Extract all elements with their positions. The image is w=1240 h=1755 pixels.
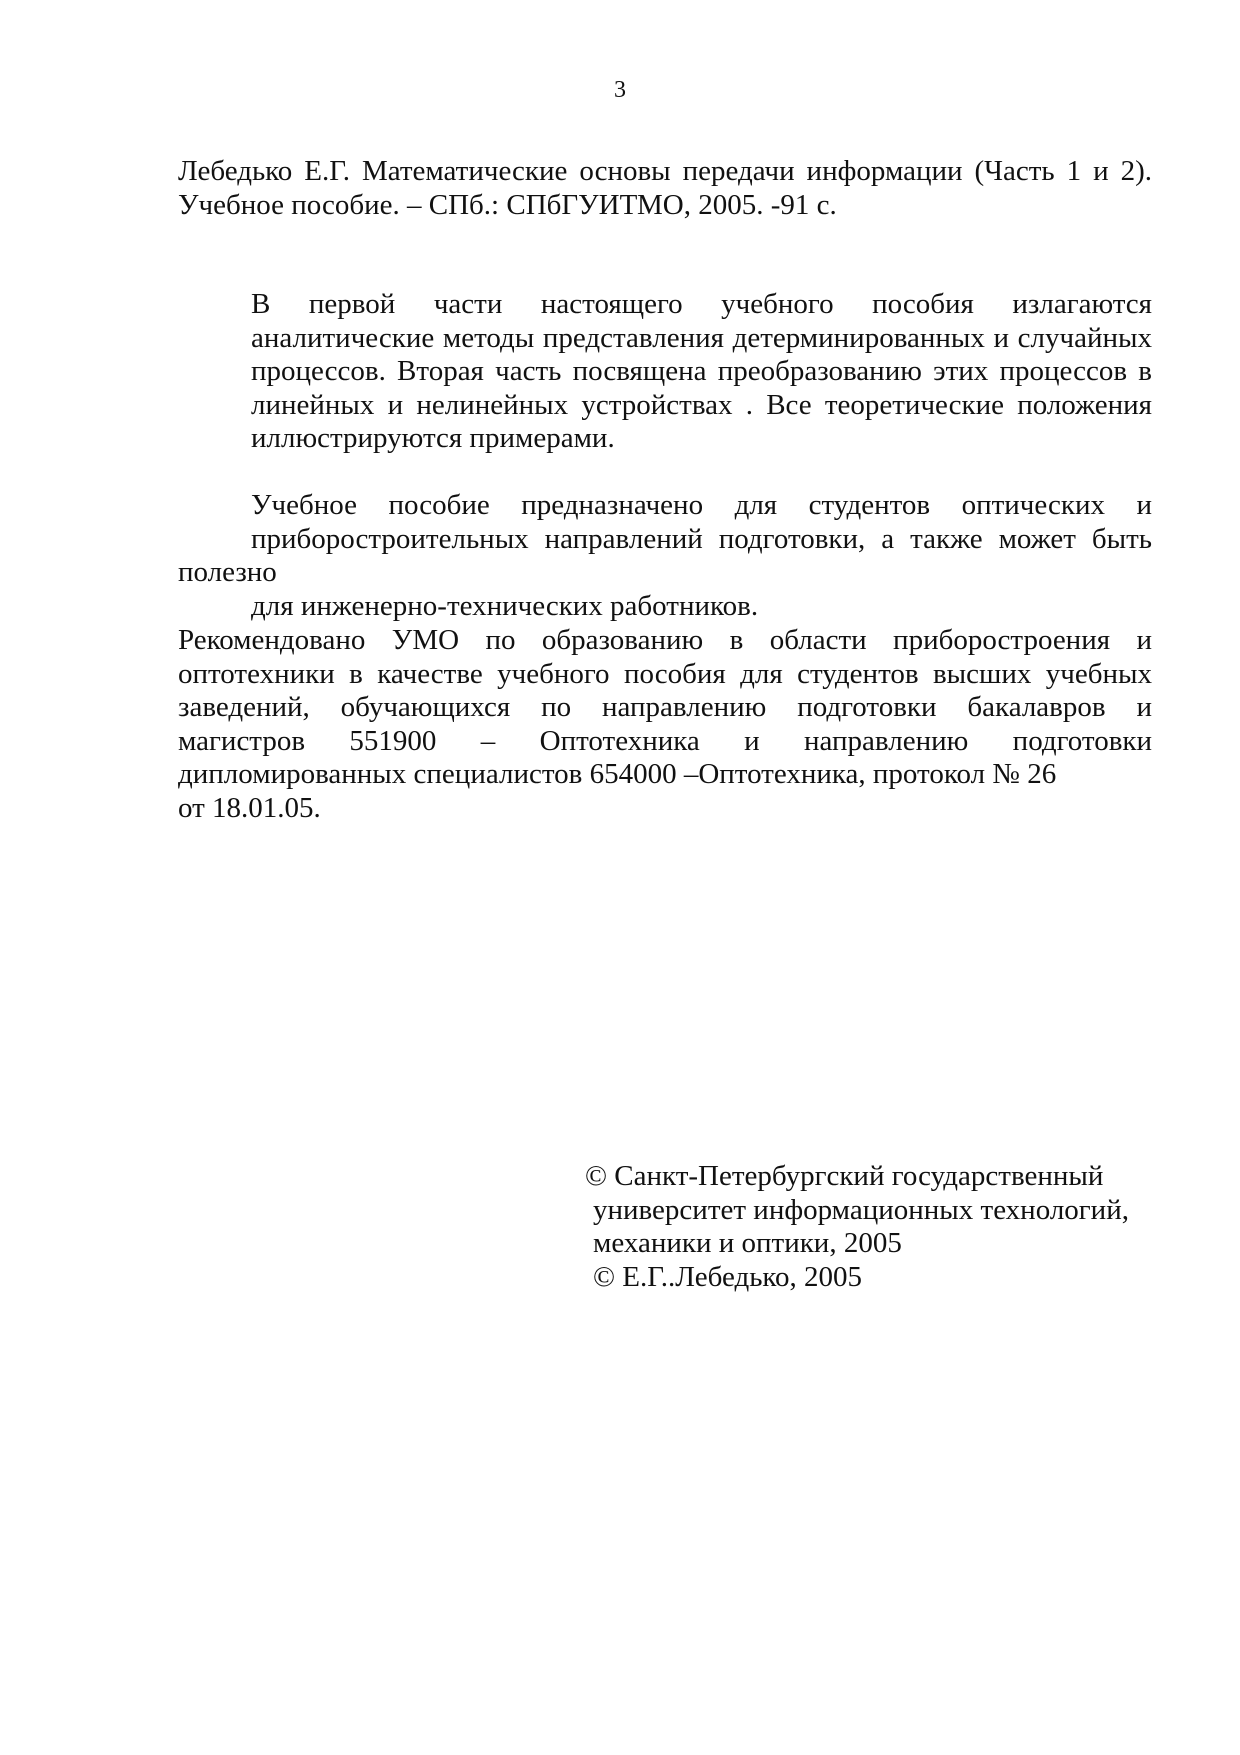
copyright-block <box>585 1160 1145 1294</box>
page-number: 3 <box>614 77 626 103</box>
copyright-line: механики и оптики, 2005 <box>593 1227 902 1260</box>
abstract-p2-line: приборостроительных направлений подготовки, а также может быть полезно <box>178 522 1152 589</box>
recommendation-line: Рекомендовано УМО по образованию в области приборостроения и <box>178 624 1152 656</box>
abstract-p2-line: для инженерно-технических работников. <box>251 589 759 622</box>
abstract-p1-line: аналитические методы представления детерминированных и случайных <box>251 321 1152 354</box>
abstract-paragraph-2 <box>178 489 1152 623</box>
recommendation-line: от 18.01.05. <box>178 791 321 824</box>
abstract-p1-line: иллюстрируются примерами. <box>251 422 615 455</box>
copyright-line: © Санкт-Петербургский государственный <box>585 1160 1104 1192</box>
recommendation-line: магистров 551900 – Оптотехника и направлению подготовки <box>178 724 1152 757</box>
abstract-p1-line: процессов. Вторая часть посвящена преобразованию этих процессов в <box>251 355 1152 388</box>
abstract-p1-line: линейных и нелинейных устройствах . Все теоретические положения <box>251 388 1152 421</box>
copyright-line: университет информационных технологий, <box>593 1193 1129 1226</box>
abstract-p1-line: В первой части настоящего учебного пособия излагаются <box>251 288 1152 320</box>
recommendation-paragraph <box>178 624 1152 826</box>
recommendation-line: оптотехники в качестве учебного пособия для студентов высших учебных <box>178 657 1152 690</box>
copyright-line: © Е.Г..Лебедько, 2005 <box>593 1260 863 1293</box>
recommendation-line: заведений, обучающихся по направлению подготовки бакалавров и <box>178 691 1152 724</box>
recommendation-line: дипломированных специалистов 654000 –Оптотехника, протокол № 26 <box>178 758 1057 791</box>
bibliographic-reference <box>178 155 1152 222</box>
reference-line-1: Лебедько Е.Г. Математические основы передачи информации (Часть 1 и 2). <box>178 155 1152 187</box>
abstract-paragraph-1 <box>178 288 1152 456</box>
reference-line-2: Учебное пособие. – СПб.: СПбГУИТМО, 2005. -91 с. <box>178 188 837 221</box>
abstract-p2-line: Учебное пособие предназначено для студентов оптических и <box>251 489 1152 521</box>
